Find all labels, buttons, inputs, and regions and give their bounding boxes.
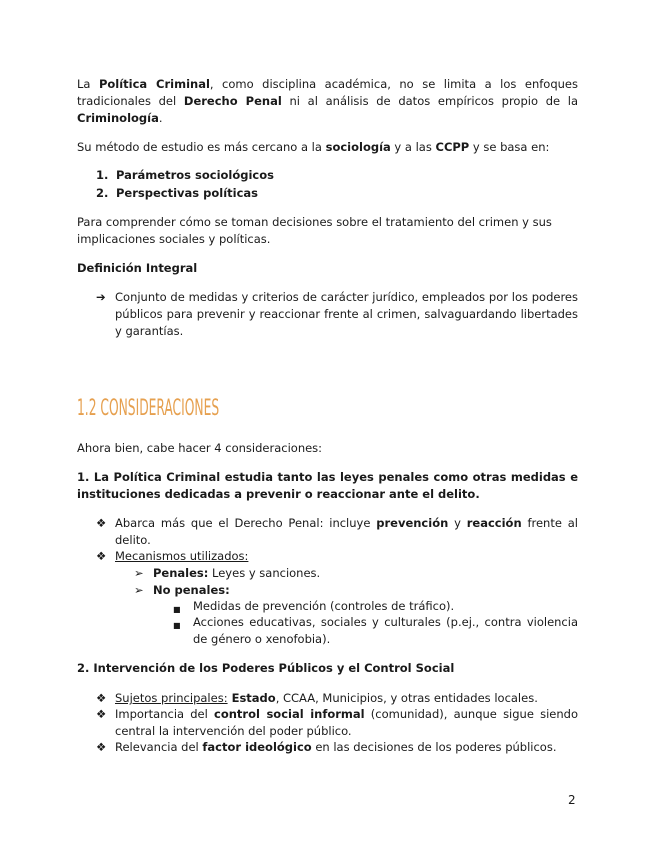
- list-item-text: Penales: Leyes y sanciones.: [153, 566, 321, 580]
- list-item: [134, 565, 578, 582]
- diamond-bullet-icon: ❖: [96, 707, 107, 721]
- list-item-text: Abarca más que el Derecho Penal: incluye prevención y reacción frente al delito.: [115, 516, 578, 547]
- list-item: [96, 739, 578, 756]
- list-item-text: Mecanismos utilizados:: [115, 549, 249, 563]
- purpose-paragraph: Para comprender cómo se toman decisiones sobre el tratamiento del crimen y sus implicaciones sociales y políticas.: [77, 215, 552, 246]
- arrow-right-icon: ➔: [96, 290, 106, 304]
- arrowhead-bullet-icon: ➢: [134, 566, 144, 580]
- list-item-text: Importancia del control social informal (comunidad), aunque sigue siendo central la intervención del poder público.: [115, 707, 578, 738]
- square-bullet-icon: ■: [173, 605, 181, 614]
- diamond-bullet-icon: ❖: [96, 740, 107, 754]
- diamond-bullet-icon: ❖: [96, 516, 107, 530]
- intro-paragraph: La Política Criminal, como disciplina académica, no se limita a los enfoques tradicionales del Derecho Penal ni al análisis de datos empíricos propio de la Criminología.: [77, 77, 579, 125]
- list-item-text: No penales:: [153, 583, 230, 597]
- list-item: [173, 614, 578, 648]
- arrowhead-bullet-icon: ➢: [134, 583, 144, 597]
- list-item: [96, 706, 578, 740]
- consideration-1-title: 1. La Política Criminal estudia tanto las leyes penales como otras medidas e instituciones dedicadas a prevenir o reaccionar ante el delito.: [77, 470, 578, 501]
- list-item: 1. Parámetros sociológicos: [96, 168, 274, 182]
- list-item: 2. Perspectivas políticas: [96, 186, 259, 200]
- list-item-text: Medidas de prevención (controles de tráfico).: [193, 599, 455, 613]
- definition-text: Conjunto de medidas y criterios de carácter jurídico, empleados por los poderes públicos para prevenir y reaccionar frente al crimen, salvaguardando libertades y garantías.: [115, 290, 578, 338]
- definition-item: [96, 289, 578, 341]
- list-item-text: Acciones educativas, sociales y culturales (p.ej., contra violencia de género o xenofobia).: [193, 615, 578, 646]
- square-bullet-icon: ■: [173, 621, 181, 630]
- diamond-bullet-icon: ❖: [96, 691, 107, 705]
- list-item: [96, 548, 578, 565]
- consideration-2-title: 2. Intervención de los Poderes Públicos y el Control Social: [77, 661, 455, 675]
- list-item-text: Sujetos principales: Estado, CCAA, Municipios, y otras entidades locales.: [115, 691, 538, 705]
- page-number: 2: [568, 793, 576, 807]
- definition-title: Definición Integral: [77, 261, 198, 275]
- list-item-text: Relevancia del factor ideológico en las decisiones de los poderes públicos.: [115, 740, 557, 754]
- list-item: [96, 690, 578, 707]
- list-item: [173, 598, 578, 615]
- diamond-bullet-icon: ❖: [96, 549, 107, 563]
- section-heading: 1.2 CONSIDERACIONES: [77, 396, 220, 421]
- list-item: [134, 582, 578, 599]
- list-item: [96, 515, 578, 549]
- section-lead: Ahora bien, cabe hacer 4 consideraciones:: [77, 441, 323, 455]
- method-paragraph: Su método de estudio es más cercano a la sociología y a las CCPP y se basa en:: [77, 140, 550, 154]
